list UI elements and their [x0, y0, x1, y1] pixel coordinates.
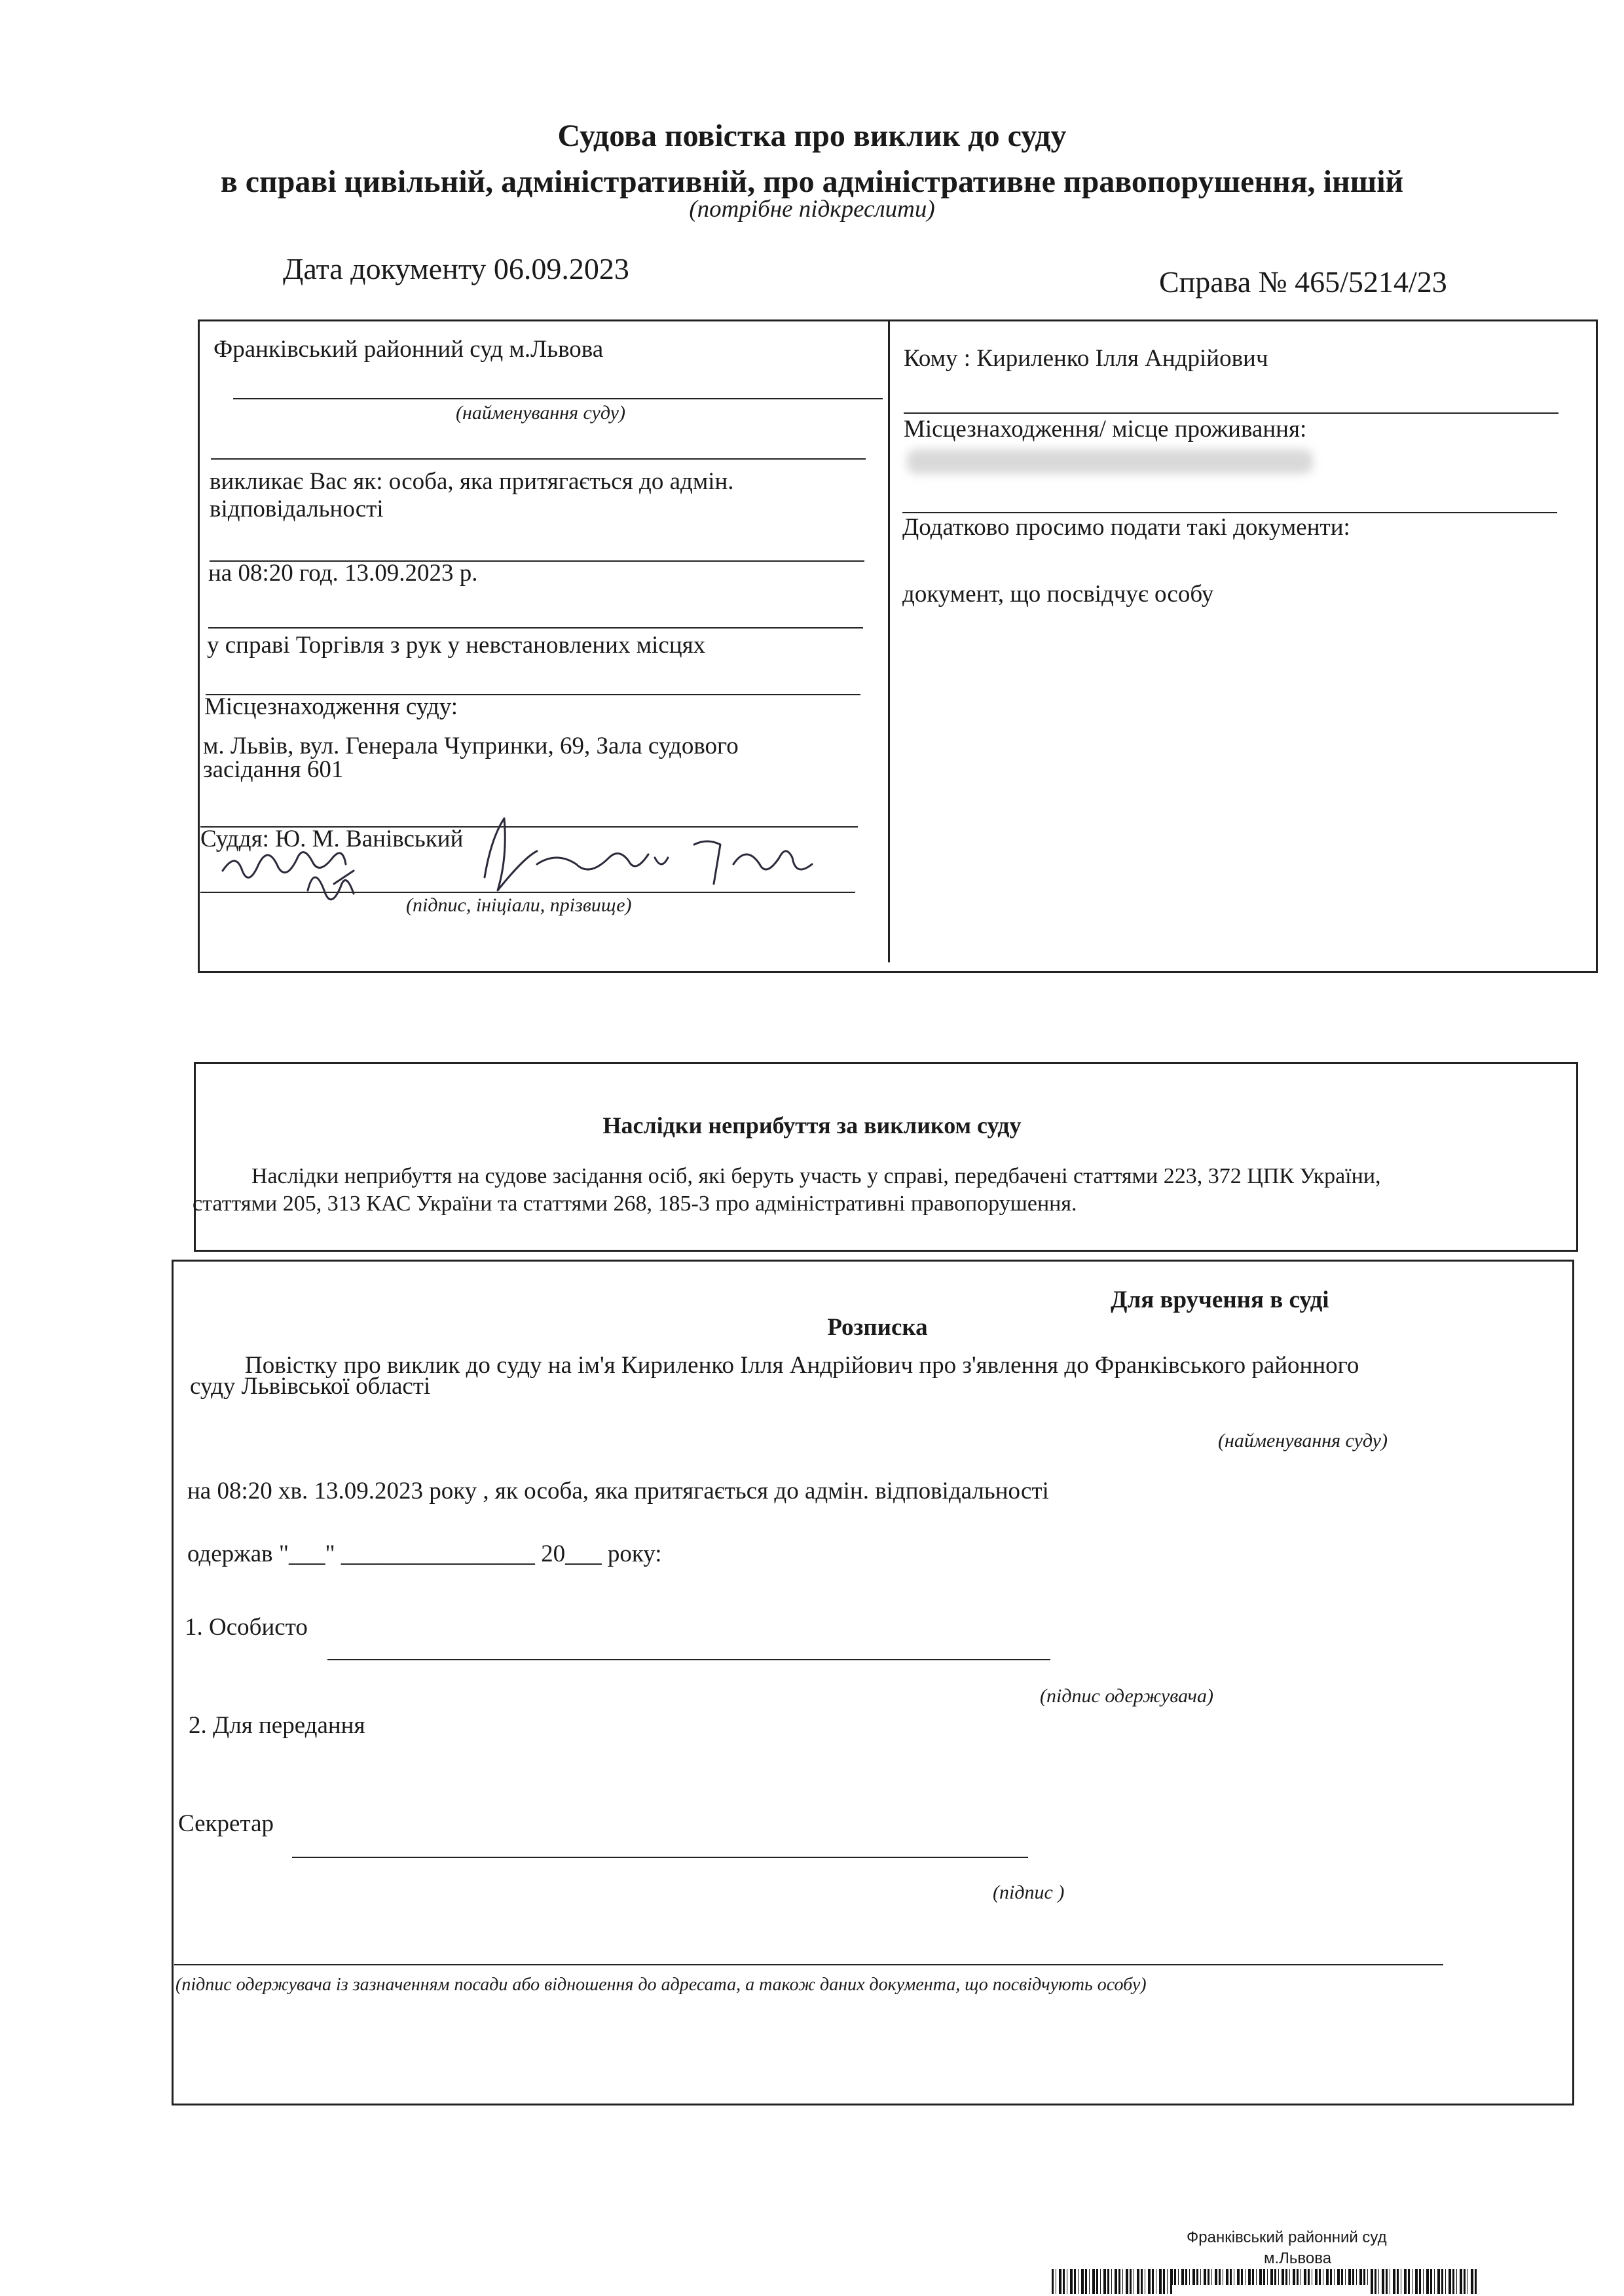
bottom-signature-line	[174, 1964, 1443, 1965]
hearing-time: на 08:20 год. 13.09.2023 р.	[208, 560, 478, 587]
signature-caption: (підпис, ініціали, прізвище)	[406, 894, 632, 916]
rule-1	[211, 458, 866, 460]
recipient-name: Кому : Кириленко Ілля Андрійович	[904, 345, 1268, 372]
court-name: Франківський районний суд м.Львова	[213, 336, 604, 363]
redacted-address	[907, 449, 1313, 474]
recipient-signature-caption: (підпис одержувача)	[1040, 1685, 1213, 1707]
judge-name: Суддя: Ю. М. Ванівський	[200, 826, 464, 852]
personally-label: 1. Особисто	[185, 1614, 308, 1641]
court-stamp-line1: Франківський районний суд	[1187, 2229, 1387, 2246]
court-location-cont: засідання 601	[203, 756, 344, 783]
delivery-note: Для вручення в суді	[1111, 1286, 1329, 1313]
consequences-title: Наслідки неприбуття за викликом суду	[602, 1112, 1022, 1139]
document-title: Судова повістка про виклик до суду	[557, 118, 1067, 153]
received-date-line: одержав "___" ________________ 20___ року:	[187, 1540, 662, 1567]
document-date: Дата документу 06.09.2023	[283, 252, 629, 285]
secretary-signature-caption: (підпис )	[993, 1882, 1065, 1903]
court-name-caption: (найменування суду)	[456, 402, 625, 424]
secretary-signature-line	[292, 1857, 1028, 1858]
receipt-title: Розписка	[827, 1314, 928, 1341]
residence-label: Місцезнаходження/ місце проживання:	[904, 416, 1307, 443]
documents-value: документ, що посвідчує особу	[902, 581, 1214, 608]
rule-r1	[904, 412, 1559, 414]
secretary-label: Секретар	[178, 1810, 274, 1837]
receipt-text: Повістку про виклик до суду на ім'я Кириленко Ілля Андрійович про з'явлення до Франківського районного	[245, 1352, 1359, 1379]
signature-scribble-left	[223, 852, 346, 878]
summoned-as: викликає Вас як: особа, яка притягається до адмін.	[210, 468, 734, 495]
receipt-court-caption: (найменування суду)	[1218, 1430, 1388, 1451]
consequences-box	[194, 1062, 1578, 1252]
receipt-time: на 08:20 хв. 13.09.2023 року , як особа, яка притягається до адмін. відповідальності	[187, 1478, 1049, 1504]
for-transfer-label: 2. Для передання	[189, 1712, 365, 1739]
receipt-text-cont: суду Львівської області	[190, 1373, 431, 1400]
personally-signature-line	[327, 1659, 1050, 1660]
signature-loops	[308, 871, 354, 900]
document-subtitle: в справі цивільній, адміністративній, про адміністративне правопорушення, іншій	[220, 164, 1404, 199]
signature-main	[485, 818, 812, 890]
documents-label: Додатково просимо подати такі документи:	[902, 514, 1350, 541]
handwritten-signature	[210, 805, 838, 917]
court-location-label: Місцезнаходження суду:	[204, 693, 458, 720]
rule-3	[208, 627, 863, 629]
court-location: м. Львів, вул. Генерала Чупринки, 69, Зала судового	[203, 733, 739, 759]
summoned-as-cont: відповідальності	[210, 496, 384, 522]
title-note: (потрібне підкреслити)	[689, 196, 935, 223]
consequences-text-cont: статтями 205, 313 КАС України та статтями 268, 185-3 про адміністративні правопорушення.	[193, 1192, 1077, 1216]
summons-divider	[888, 319, 890, 962]
case-subject: у справі Торгівля з рук у невстановлених місцях	[207, 632, 706, 659]
court-name-rule	[233, 398, 883, 399]
case-number: Справа № 465/5214/23	[1159, 265, 1447, 299]
consequences-text: Наслідки неприбуття на судове засідання осіб, які беруть участь у справі, передбачені статтями 223, 372 ЦПК України,	[251, 1164, 1381, 1188]
bottom-caption: (підпис одержувача із зазначенням посади або відношення до адресата, а також даних документа, що посвідчують особу)	[175, 1975, 1147, 1995]
court-stamp-line2: м.Львова	[1264, 2250, 1332, 2267]
